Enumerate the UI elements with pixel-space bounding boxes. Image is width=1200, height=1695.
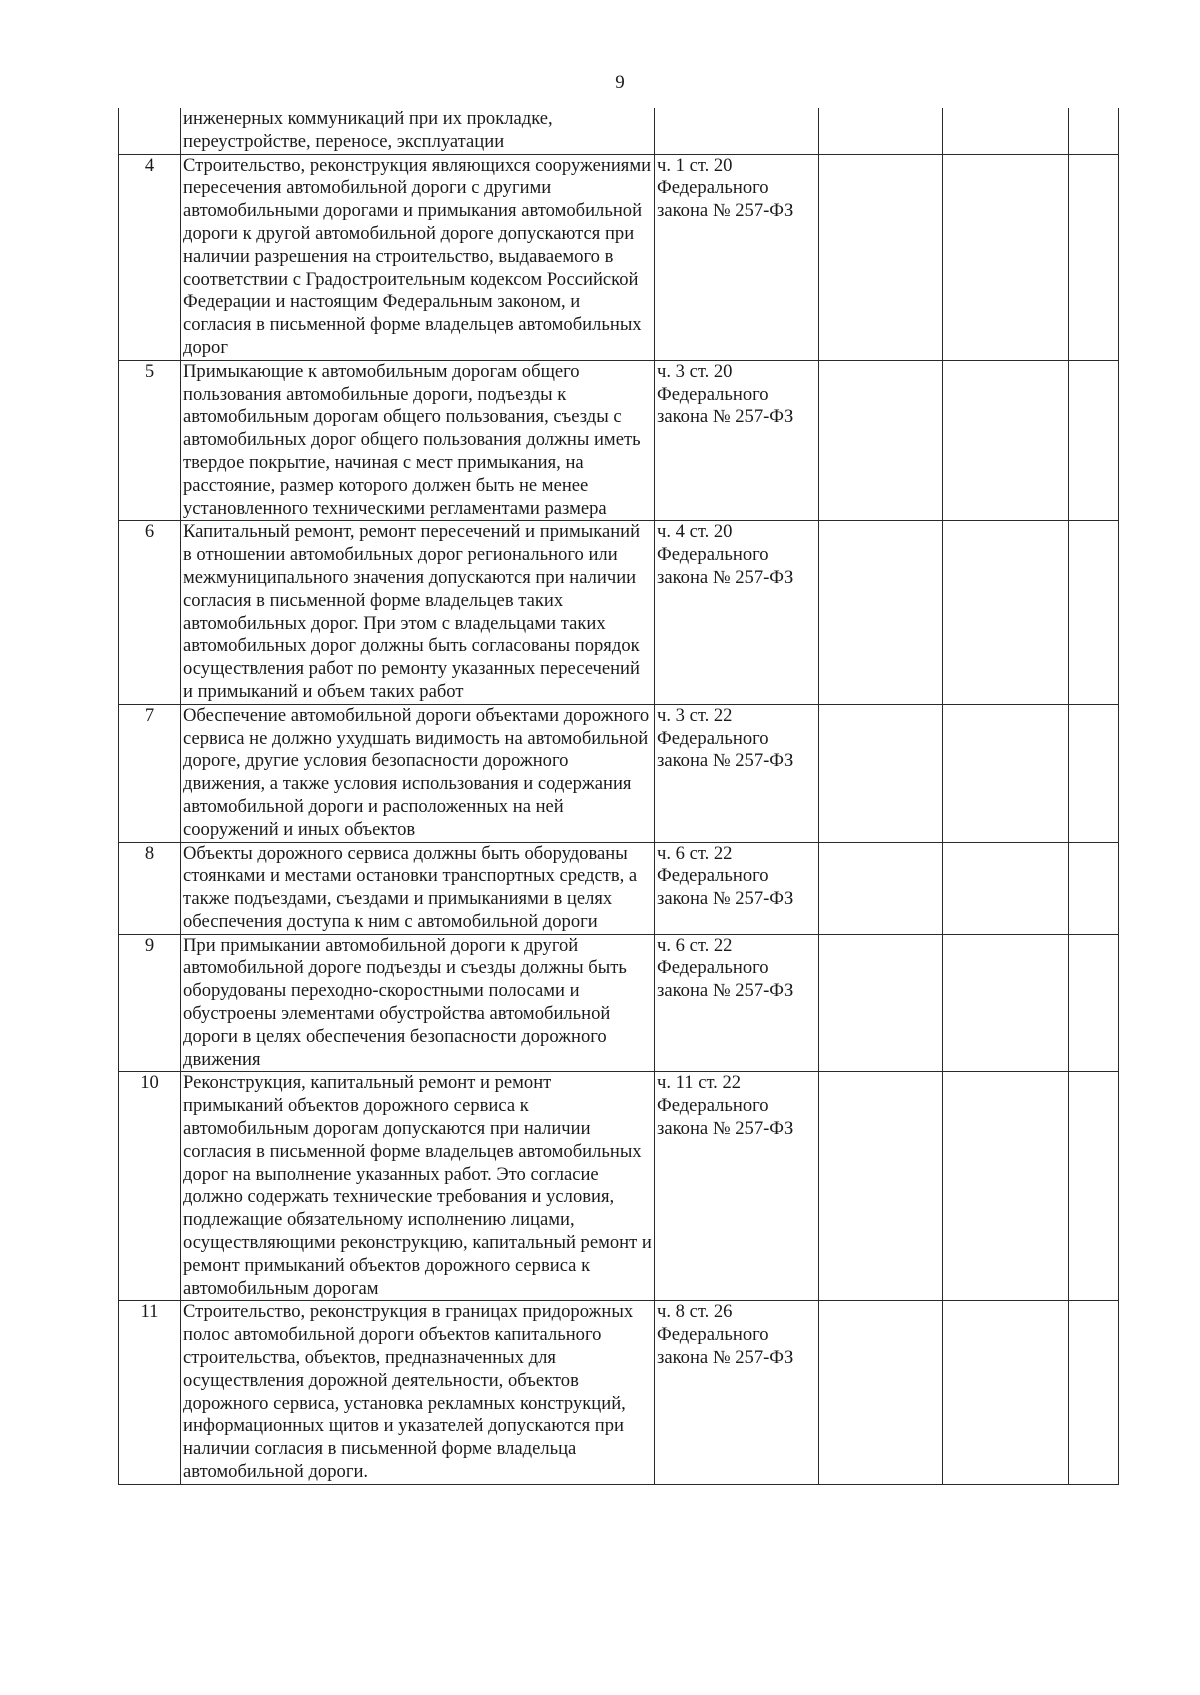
- row-number-cell: 8: [119, 842, 181, 934]
- empty-cell-a: [819, 521, 943, 704]
- row-number-cell: 5: [119, 360, 181, 521]
- row-number-cell: 10: [119, 1072, 181, 1301]
- legal-reference-line: Федерального: [657, 1324, 769, 1346]
- table-row-continued: [119, 108, 1119, 154]
- requirements-table-body: [119, 108, 1119, 1484]
- requirements-table: [118, 108, 1119, 1485]
- empty-cell-c: [1069, 842, 1119, 934]
- legal-reference-line: ч. 3 ст. 22: [657, 704, 733, 726]
- empty-cell-a: [819, 154, 943, 360]
- legal-reference-line: закона № 257-ФЗ: [657, 566, 794, 588]
- legal-reference-line: ч. 1 ст. 20: [657, 154, 733, 176]
- row-number-cell: 9: [119, 934, 181, 1072]
- empty-cell-a: [819, 360, 943, 521]
- table-row: [119, 1301, 1119, 1484]
- legal-reference-line: Федерального: [657, 865, 769, 887]
- empty-cell-c: [1069, 108, 1119, 154]
- legal-reference-line: закона № 257-ФЗ: [657, 406, 794, 428]
- legal-reference-line: Федерального: [657, 544, 769, 566]
- legal-reference-cell: [655, 842, 819, 934]
- legal-reference-cell: [655, 521, 819, 704]
- legal-reference-cell: [655, 704, 819, 842]
- legal-reference-line: Федерального: [657, 1095, 769, 1117]
- empty-cell-b: [943, 1301, 1069, 1484]
- empty-cell-c: [1069, 704, 1119, 842]
- empty-cell-c: [1069, 1072, 1119, 1301]
- empty-cell-b: [943, 1072, 1069, 1301]
- legal-reference-line: закона № 257-ФЗ: [657, 980, 794, 1002]
- table-row: [119, 360, 1119, 521]
- legal-reference-cell: [655, 934, 819, 1072]
- legal-reference-cell: [655, 108, 819, 154]
- legal-reference-line: ч. 6 ст. 22: [657, 842, 733, 864]
- table-row: [119, 1072, 1119, 1301]
- table-row: [119, 521, 1119, 704]
- legal-reference-line: ч. 8 ст. 26: [657, 1301, 733, 1323]
- empty-cell-a: [819, 934, 943, 1072]
- empty-cell-b: [943, 521, 1069, 704]
- legal-reference-cell: [655, 360, 819, 521]
- legal-reference-cell: [655, 1072, 819, 1301]
- empty-cell-b: [943, 360, 1069, 521]
- empty-cell-b: [943, 842, 1069, 934]
- legal-reference-line: Федерального: [657, 957, 769, 979]
- legal-reference-line: Федерального: [657, 177, 769, 199]
- legal-reference-line: ч. 6 ст. 22: [657, 934, 733, 956]
- empty-cell-b: [943, 154, 1069, 360]
- row-number-cell: 11: [119, 1301, 181, 1484]
- table-row: [119, 934, 1119, 1072]
- legal-reference-line: закона № 257-ФЗ: [657, 888, 794, 910]
- legal-reference-line: закона № 257-ФЗ: [657, 750, 794, 772]
- legal-reference-line: закона № 257-ФЗ: [657, 200, 794, 222]
- legal-reference-cell: [655, 154, 819, 360]
- requirement-text-cell: инженерных коммуникаций при их прокладке, переустройстве, переносе, эксплуатации: [181, 108, 655, 154]
- empty-cell-b: [943, 108, 1069, 154]
- empty-cell-b: [943, 704, 1069, 842]
- legal-reference-cell: [655, 1301, 819, 1484]
- legal-reference-line: ч. 11 ст. 22: [657, 1072, 742, 1094]
- requirement-text-cell: Обеспечение автомобильной дороги объектами дорожного сервиса не должно ухудшать видимость на автомобильной дороге, другие условия безопасности дорожного движения, а также условия использования и содержания автомобильной дороги и расположенных на ней сооружений и иных объектов: [181, 704, 655, 842]
- empty-cell-b: [943, 934, 1069, 1072]
- page-number: 9: [615, 72, 625, 93]
- empty-cell-c: [1069, 360, 1119, 521]
- requirement-text-cell: Объекты дорожного сервиса должны быть оборудованы стоянками и местами остановки транспортных средств, а также подъездами, съездами и примыканиями в целях обеспечения доступа к ним с автомобильной дороги: [181, 842, 655, 934]
- empty-cell-a: [819, 108, 943, 154]
- table-row: [119, 704, 1119, 842]
- legal-reference-line: ч. 3 ст. 20: [657, 360, 733, 382]
- legal-reference-line: Федерального: [657, 727, 769, 749]
- table-row: [119, 154, 1119, 360]
- empty-cell-c: [1069, 521, 1119, 704]
- empty-cell-a: [819, 1301, 943, 1484]
- empty-cell-c: [1069, 934, 1119, 1072]
- requirement-text-cell: Строительство, реконструкция в границах придорожных полос автомобильной дороги объектов капитального строительства, объектов, предназначенных для осуществления дорожной деятельности, объектов дорожного сервиса, установка рекламных конструкций, информационных щитов и указателей допускаются при наличии согласия в письменной форме владельца автомобильной дороги.: [181, 1301, 655, 1484]
- row-number-cell: 4: [119, 154, 181, 360]
- empty-cell-a: [819, 1072, 943, 1301]
- empty-cell-c: [1069, 1301, 1119, 1484]
- row-number-cell: 7: [119, 704, 181, 842]
- row-number-cell: [119, 108, 181, 154]
- legal-reference-line: закона № 257-ФЗ: [657, 1118, 794, 1140]
- legal-reference-line: Федерального: [657, 383, 769, 405]
- table-row: [119, 842, 1119, 934]
- requirement-text-cell: Строительство, реконструкция являющихся сооружениями пересечения автомобильной дороги с другими автомобильными дорогами и примыкания автомобильной дороги к другой автомобильной дороге допускаются при наличии разрешения на строительство, выдаваемого в соответствии с Градостроительным кодексом Российской Федерации и настоящим Федеральным законом, и согласия в письменной форме владельцев автомобильных дорог: [181, 154, 655, 360]
- requirement-text-cell: Капитальный ремонт, ремонт пересечений и примыканий в отношении автомобильных дорог регионального или межмуниципального значения допускаются при наличии согласия в письменной форме владельцев таких автомобильных дорог. При этом с владельцами таких автомобильных дорог должны быть согласованы порядок осуществления работ по ремонту указанных пересечений и примыканий и объем таких работ: [181, 521, 655, 704]
- requirement-text-cell: Примыкающие к автомобильным дорогам общего пользования автомобильные дороги, подъезды к автомобильным дорогам общего пользования, съезды с автомобильных дорог общего пользования должны иметь твердое покрытие, начиная с мест примыкания, на расстояние, размер которого должен быть не менее установленного техническими регламентами размера: [181, 360, 655, 521]
- legal-reference-line: ч. 4 ст. 20: [657, 521, 733, 543]
- requirement-text-cell: Реконструкция, капитальный ремонт и ремонт примыканий объектов дорожного сервиса к автомобильным дорогам допускаются при наличии согласия в письменной форме владельцев автомобильных дорог на выполнение указанных работ. Это согласие должно содержать технические требования и условия, подлежащие обязательному исполнению лицами, осуществляющими реконструкцию, капитальный ремонт и ремонт примыканий объектов дорожного сервиса к автомобильным дорогам: [181, 1072, 655, 1301]
- empty-cell-a: [819, 704, 943, 842]
- empty-cell-c: [1069, 154, 1119, 360]
- empty-cell-a: [819, 842, 943, 934]
- legal-reference-line: закона № 257-ФЗ: [657, 1347, 794, 1369]
- row-number-cell: 6: [119, 521, 181, 704]
- requirement-text-cell: При примыкании автомобильной дороги к другой автомобильной дороге подъезды и съезды должны быть оборудованы переходно-скоростными полосами и обустроены элементами обустройства автомобильной дороги в целях обеспечения безопасности дорожного движения: [181, 934, 655, 1072]
